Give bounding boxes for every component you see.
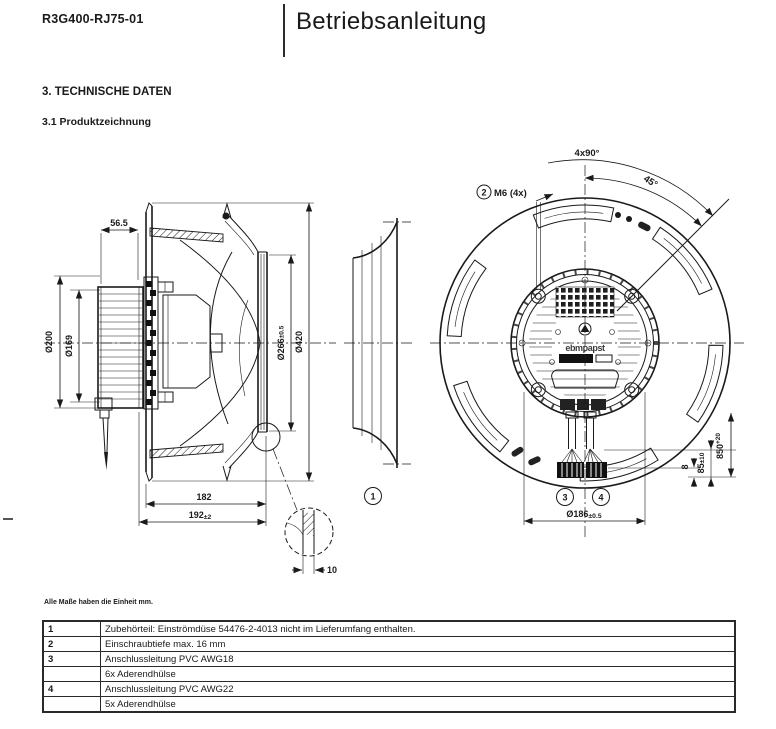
dim-dia-420-label: Ø420 (294, 330, 304, 354)
dim-192 (139, 412, 266, 526)
dim-56-5 (101, 218, 138, 284)
table-row (43, 667, 735, 682)
radial-45-line (617, 199, 729, 311)
terminal-block (560, 399, 575, 410)
marker-3 (557, 489, 574, 506)
svg-text:2: 2 (481, 187, 487, 198)
ferrule-comb (557, 462, 584, 478)
inlet-nozzle-view (344, 218, 414, 505)
hub-label-plate (559, 354, 593, 363)
dim-angle-45-label: 45° (641, 173, 660, 191)
shroud-cone (225, 216, 258, 468)
table-row (43, 652, 735, 667)
bolt-top (158, 282, 173, 292)
parts-table (42, 620, 736, 713)
table-cell-text: Anschlussleitung PVC AWG22 (101, 682, 736, 697)
dim-dia-186-label: Ø186±0.5 (566, 509, 602, 520)
table-row (43, 682, 735, 697)
hub-logo-text: ebmpapst (565, 343, 605, 353)
table-cell-text: Einschraubtiefe max. 16 mm (101, 637, 736, 652)
svg-text:4: 4 (598, 492, 604, 503)
motor-fins (99, 294, 142, 399)
table-cell-no (43, 697, 101, 713)
marker-4 (593, 489, 610, 506)
page-title: Betriebsanleitung (296, 8, 487, 35)
dim-dia-200-label: Ø200 (44, 330, 54, 354)
table-cell-no: 4 (43, 682, 101, 697)
balance-dot (615, 212, 621, 218)
balance-weight (510, 446, 524, 458)
table-cell-text: Anschlussleitung PVC AWG18 (101, 652, 736, 667)
rotor-bell (163, 295, 222, 388)
table-cell-text: 6x Aderendhülse (101, 667, 736, 682)
table-cell-text: Zubehörteil: Einströmdüse 54476-2-4013 nicht im Lieferumfang enthalten. (101, 621, 736, 637)
balance-weight (527, 455, 541, 466)
table-cell-no: 3 (43, 652, 101, 667)
m6-label: M6 (4x) (494, 188, 527, 199)
section-subheading: 3.1 Produktzeichnung (42, 116, 152, 128)
shroud-tip-bottom (223, 466, 231, 480)
dim-dia-266-label: Ø266±0.5 (276, 325, 286, 361)
table-cell-no (43, 667, 101, 682)
dim-56-5-label: 56.5 (110, 218, 128, 228)
section-heading: 3. TECHNISCHE DATEN (42, 86, 172, 98)
dim-dia-420 (152, 203, 314, 481)
dim-182-label: 182 (196, 492, 212, 502)
table-row (43, 637, 735, 652)
dim-850-label: $850^{+20}$ (715, 432, 725, 460)
table-row (43, 697, 735, 713)
table-row (43, 621, 735, 637)
front-view (430, 148, 744, 540)
side-view (44, 203, 337, 575)
svg-text:3: 3 (562, 492, 568, 503)
svg-text:1: 1 (370, 491, 376, 502)
dim-dia-169 (64, 290, 100, 402)
dim-dia-169-label: Ø169 (64, 334, 74, 358)
bolt-bottom (158, 392, 173, 402)
marker-1 (365, 488, 382, 505)
dim-192-label: 192±2 (188, 510, 212, 521)
table-cell-text: 5x Aderendhülse (101, 697, 736, 713)
table-cell-no: 2 (43, 637, 101, 652)
dim-85-label: 85±10 (696, 452, 706, 474)
motor-body (98, 287, 143, 408)
dim-angle-4x90-label: 4x90° (574, 148, 600, 159)
balance-weight (637, 221, 652, 233)
table-cell-no: 1 (43, 621, 101, 637)
wire-fan (562, 449, 602, 462)
terminal-block (591, 399, 606, 410)
doc-number: R3G400-RJ75-01 (42, 12, 144, 26)
connection-cables (557, 412, 607, 478)
dim-10-label: 10 (327, 565, 338, 575)
rivet-detail (223, 213, 230, 220)
m6-callout (477, 185, 553, 289)
units-note: Alle Maße haben die Einheit mm. (44, 599, 153, 606)
balance-dot (626, 216, 632, 222)
detail-callout (252, 423, 337, 575)
dim-8-label: 8 (680, 464, 690, 470)
